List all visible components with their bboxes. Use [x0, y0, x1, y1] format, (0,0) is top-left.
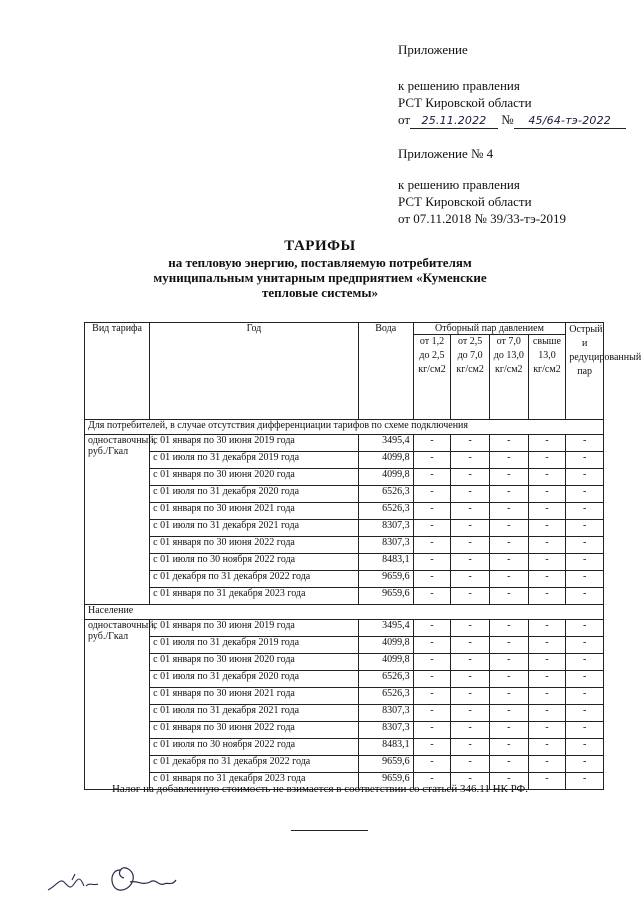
steam-2-cell: - — [451, 571, 490, 588]
steam-3-cell: - — [489, 503, 528, 520]
col-steam-4-header: свыше 13,0 кг/см2 — [528, 335, 566, 420]
steam-3-cell: - — [489, 435, 528, 452]
steam-4-cell: - — [528, 739, 566, 756]
steam-2-cell: - — [451, 469, 490, 486]
steam-2-cell: - — [451, 756, 490, 773]
steam-1-cell: - — [413, 588, 451, 605]
sharp-steam-cell: - — [566, 671, 604, 688]
steam-4-cell: - — [528, 620, 566, 637]
period-cell: с 01 июля по 31 декабря 2020 года — [150, 671, 359, 688]
steam-1-cell: - — [413, 520, 451, 537]
steam-3-cell: - — [489, 554, 528, 571]
sharp-steam-cell: - — [566, 654, 604, 671]
steam-2-cell: - — [451, 705, 490, 722]
sharp-steam-cell: - — [566, 739, 604, 756]
decision2-line-3: от 07.11.2018 № 39/33-тэ-2019 — [398, 211, 567, 226]
table-row — [85, 739, 604, 756]
table-row — [85, 435, 604, 452]
water-value-cell: 9659,6 — [358, 571, 413, 588]
steam-3-cell: - — [489, 588, 528, 605]
steam-1-cell: - — [413, 452, 451, 469]
steam-1-cell: - — [413, 435, 451, 452]
sharp-steam-cell: - — [566, 722, 604, 739]
steam-4-cell: - — [528, 688, 566, 705]
col-steam-2-header: от 2,5 до 7,0 кг/см2 — [451, 335, 490, 420]
steam-2-cell: - — [451, 739, 490, 756]
sharp-steam-cell: - — [566, 571, 604, 588]
steam-1-cell: - — [413, 688, 451, 705]
steam-2-cell: - — [451, 588, 490, 605]
sharp-steam-cell: - — [566, 756, 604, 773]
steam-4-cell: - — [528, 637, 566, 654]
steam-4-cell: - — [528, 705, 566, 722]
handwritten-signature — [46, 856, 186, 900]
col-type-header: Вид тарифа — [85, 323, 150, 420]
water-value-cell: 8307,3 — [358, 537, 413, 554]
period-cell: с 01 января по 31 декабря 2023 года — [150, 588, 359, 605]
steam-3-cell: - — [489, 520, 528, 537]
title-block — [0, 238, 640, 300]
steam-1-cell: - — [413, 705, 451, 722]
steam-4-cell: - — [528, 654, 566, 671]
table-row — [85, 620, 604, 637]
period-cell: с 01 июля по 30 ноября 2022 года — [150, 739, 359, 756]
sharp-steam-cell: - — [566, 588, 604, 605]
table-row — [85, 654, 604, 671]
period-cell: с 01 июля по 30 ноября 2022 года — [150, 554, 359, 571]
steam-4-cell: - — [528, 773, 566, 790]
steam-1-cell: - — [413, 503, 451, 520]
appendix-label: Приложение — [398, 42, 468, 57]
table-row — [85, 705, 604, 722]
steam-2-cell: - — [451, 503, 490, 520]
steam-3-cell: - — [489, 688, 528, 705]
steam-4-cell: - — [528, 486, 566, 503]
water-value-cell: 6526,3 — [358, 486, 413, 503]
steam-2-cell: - — [451, 486, 490, 503]
decision-from: от — [398, 112, 411, 127]
tariff-table-body — [85, 420, 604, 790]
vat-footnote: Налог на добавленную стоимость не взимается в соответствии со статьей 346.11 НК РФ. — [111, 783, 529, 795]
steam-3-cell: - — [489, 705, 528, 722]
water-value-cell: 4099,8 — [358, 654, 413, 671]
tariff-category: одноставочный, руб./Гкал — [85, 620, 150, 790]
steam-2-cell: - — [451, 671, 490, 688]
steam-1-cell: - — [413, 739, 451, 756]
period-cell: с 01 января по 30 июня 2019 года — [150, 620, 359, 637]
table-row — [85, 671, 604, 688]
water-value-cell: 4099,8 — [358, 637, 413, 654]
steam-2-cell: - — [451, 654, 490, 671]
sharp-steam-cell: - — [566, 537, 604, 554]
water-value-cell: 4099,8 — [358, 452, 413, 469]
water-value-cell: 8483,1 — [358, 739, 413, 756]
section-title: Для потребителей, в случае отсутствия дифференциации тарифов по схеме подключения — [85, 420, 604, 435]
decision-line-2: РСТ Кировской области — [398, 95, 532, 110]
steam-4-cell: - — [528, 435, 566, 452]
steam-4-cell: - — [528, 588, 566, 605]
steam-1-cell: - — [413, 571, 451, 588]
steam-3-cell: - — [489, 671, 528, 688]
steam-1-cell: - — [413, 773, 451, 790]
steam-3-cell: - — [489, 739, 528, 756]
steam-2-cell: - — [451, 620, 490, 637]
period-cell: с 01 декабря по 31 декабря 2022 года — [150, 756, 359, 773]
decision-number-handwritten: 45/64-тэ-2022 — [514, 113, 626, 129]
period-cell: с 01 января по 30 июня 2019 года — [150, 435, 359, 452]
steam-2-cell: - — [451, 452, 490, 469]
steam-3-cell: - — [489, 620, 528, 637]
water-value-cell: 9659,6 — [358, 773, 413, 790]
period-cell: с 01 декабря по 31 декабря 2022 года — [150, 571, 359, 588]
period-cell: с 01 января по 30 июня 2021 года — [150, 688, 359, 705]
sharp-steam-cell: - — [566, 520, 604, 537]
decision2-line-2: РСТ Кировской области — [398, 194, 532, 209]
steam-1-cell: - — [413, 554, 451, 571]
steam-1-cell: - — [413, 620, 451, 637]
sharp-steam-cell: - — [566, 637, 604, 654]
table-row — [85, 503, 604, 520]
water-value-cell: 8307,3 — [358, 705, 413, 722]
water-value-cell: 9659,6 — [358, 756, 413, 773]
sharp-steam-cell: - — [566, 486, 604, 503]
sharp-steam-cell: - — [566, 469, 604, 486]
period-cell: с 01 января по 30 июня 2022 года — [150, 722, 359, 739]
steam-1-cell: - — [413, 654, 451, 671]
table-row — [85, 452, 604, 469]
sharp-steam-cell: - — [566, 435, 604, 452]
table-row — [85, 722, 604, 739]
section-row — [85, 420, 604, 435]
table-row — [85, 588, 604, 605]
steam-4-cell: - — [528, 537, 566, 554]
table-row — [85, 537, 604, 554]
steam-1-cell: - — [413, 722, 451, 739]
water-value-cell: 3495,4 — [358, 435, 413, 452]
sharp-steam-cell: - — [566, 503, 604, 520]
decision2-line-1: к решению правления — [398, 177, 520, 192]
closing-rule — [291, 830, 368, 831]
steam-4-cell: - — [528, 520, 566, 537]
steam-1-cell: - — [413, 469, 451, 486]
col-year-header: Год — [150, 323, 359, 420]
table-row — [85, 688, 604, 705]
decision-line-1: к решению правления — [398, 78, 520, 93]
sharp-steam-cell: - — [566, 620, 604, 637]
steam-4-cell: - — [528, 503, 566, 520]
table-row — [85, 469, 604, 486]
col-water-header: Вода — [358, 323, 413, 420]
period-cell: с 01 января по 30 июня 2020 года — [150, 469, 359, 486]
water-value-cell: 3495,4 — [358, 620, 413, 637]
steam-2-cell: - — [451, 520, 490, 537]
sharp-steam-cell: - — [566, 705, 604, 722]
period-cell: с 01 июля по 31 декабря 2019 года — [150, 637, 359, 654]
steam-3-cell: - — [489, 637, 528, 654]
period-cell: с 01 января по 30 июня 2021 года — [150, 503, 359, 520]
steam-4-cell: - — [528, 671, 566, 688]
period-cell: с 01 июля по 31 декабря 2021 года — [150, 705, 359, 722]
steam-1-cell: - — [413, 637, 451, 654]
steam-1-cell: - — [413, 671, 451, 688]
table-row — [85, 637, 604, 654]
col-steam-group-header: Отборный пар давлением — [413, 323, 566, 335]
water-value-cell: 4099,8 — [358, 469, 413, 486]
steam-1-cell: - — [413, 756, 451, 773]
header-row-1 — [85, 323, 604, 335]
tariff-category: одноставочный, руб./Гкал — [85, 435, 150, 605]
steam-2-cell: - — [451, 637, 490, 654]
sharp-steam-cell: - — [566, 452, 604, 469]
steam-2-cell: - — [451, 537, 490, 554]
sharp-steam-cell: - — [566, 688, 604, 705]
steam-3-cell: - — [489, 756, 528, 773]
water-value-cell: 6526,3 — [358, 688, 413, 705]
steam-3-cell: - — [489, 722, 528, 739]
steam-3-cell: - — [489, 469, 528, 486]
steam-4-cell: - — [528, 756, 566, 773]
steam-3-cell: - — [489, 486, 528, 503]
water-value-cell: 9659,6 — [358, 588, 413, 605]
period-cell: с 01 июля по 31 декабря 2021 года — [150, 520, 359, 537]
page-title: ТАРИФЫ — [284, 238, 356, 254]
steam-3-cell: - — [489, 537, 528, 554]
col-steam-3-header: от 7,0 до 13,0 кг/см2 — [489, 335, 528, 420]
steam-4-cell: - — [528, 722, 566, 739]
period-cell: с 01 января по 31 декабря 2023 года — [150, 773, 359, 790]
sharp-steam-cell: - — [566, 773, 604, 790]
decision-line-3 — [398, 112, 626, 129]
steam-2-cell: - — [451, 688, 490, 705]
water-value-cell: 6526,3 — [358, 503, 413, 520]
steam-4-cell: - — [528, 571, 566, 588]
steam-4-cell: - — [528, 452, 566, 469]
steam-2-cell: - — [451, 554, 490, 571]
steam-2-cell: - — [451, 722, 490, 739]
table-row — [85, 571, 604, 588]
decision-no-sign: № — [501, 112, 514, 127]
title-line-3: тепловые системы» — [262, 285, 378, 300]
title-line-2: муниципальным унитарным предприятием «Куменские — [153, 270, 487, 285]
steam-2-cell: - — [451, 435, 490, 452]
sharp-steam-cell: - — [566, 554, 604, 571]
steam-4-cell: - — [528, 469, 566, 486]
water-value-cell: 8307,3 — [358, 520, 413, 537]
steam-1-cell: - — [413, 486, 451, 503]
steam-1-cell: - — [413, 537, 451, 554]
steam-4-cell: - — [528, 554, 566, 571]
title-line-1: на тепловую энергию, поставляемую потребителям — [168, 255, 472, 270]
water-value-cell: 6526,3 — [358, 671, 413, 688]
steam-3-cell: - — [489, 773, 528, 790]
table-row — [85, 520, 604, 537]
appendix-4-label: Приложение № 4 — [398, 146, 494, 161]
water-value-cell: 8483,1 — [358, 554, 413, 571]
period-cell: с 01 января по 30 июня 2022 года — [150, 537, 359, 554]
section-title: Население — [85, 605, 604, 620]
section-row — [85, 605, 604, 620]
steam-3-cell: - — [489, 654, 528, 671]
table-row — [85, 554, 604, 571]
period-cell: с 01 июля по 31 декабря 2020 года — [150, 486, 359, 503]
period-cell: с 01 января по 30 июня 2020 года — [150, 654, 359, 671]
steam-3-cell: - — [489, 452, 528, 469]
water-value-cell: 8307,3 — [358, 722, 413, 739]
col-sharp-steam-header: Острый и редуцированный пар — [566, 323, 604, 420]
steam-2-cell: - — [451, 773, 490, 790]
table-row — [85, 486, 604, 503]
col-steam-1-header: от 1,2 до 2,5 кг/см2 — [413, 335, 451, 420]
table-row — [85, 756, 604, 773]
period-cell: с 01 июля по 31 декабря 2019 года — [150, 452, 359, 469]
tariff-table — [84, 322, 641, 790]
decision-date-handwritten: 25.11.2022 — [410, 113, 498, 129]
steam-3-cell: - — [489, 571, 528, 588]
